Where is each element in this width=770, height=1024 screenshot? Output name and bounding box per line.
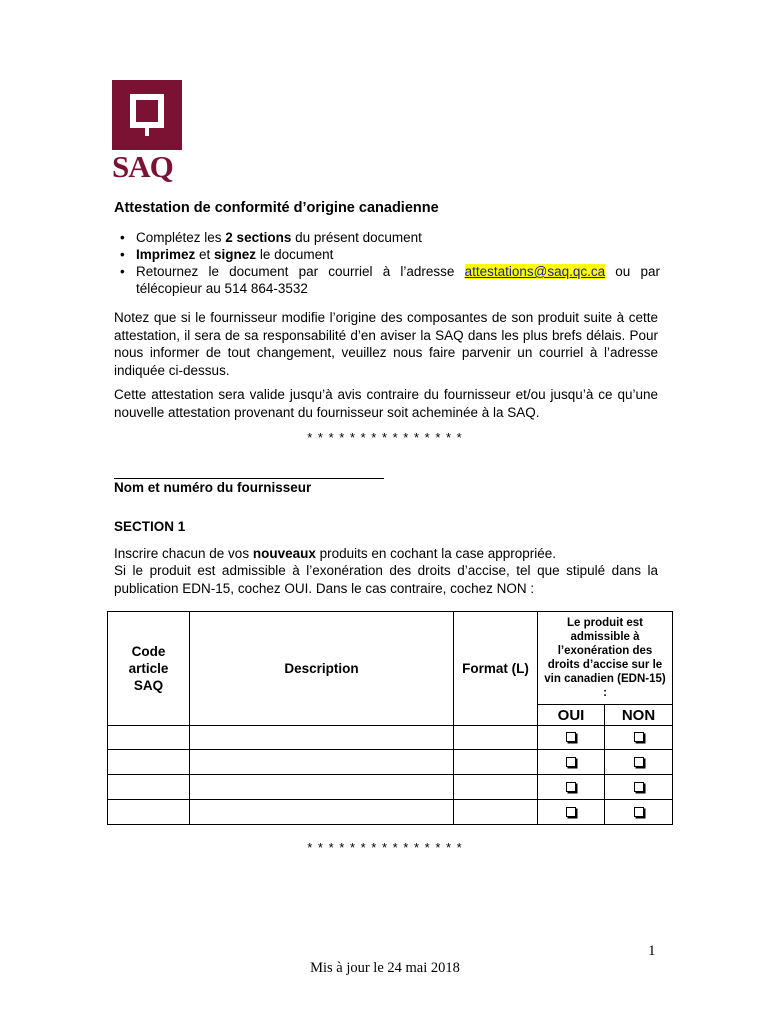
table-row bbox=[108, 726, 673, 750]
description-cell[interactable] bbox=[190, 775, 454, 800]
instruction-return: • Retournez le document par courriel à l’adresse attestations@saq.qc.ca ou par télécopieur au 514 864-3532 bbox=[114, 263, 660, 297]
format-cell[interactable] bbox=[454, 800, 538, 825]
header-description: Description bbox=[190, 612, 454, 726]
oui-checkbox[interactable] bbox=[566, 732, 576, 742]
validity-paragraph: Cette attestation sera valide jusqu’à avis contraire du fournisseur et/ou jusqu’à ce qu’une nouvelle attestation provenant du fournisseur soit acheminée à la SAQ. bbox=[114, 387, 658, 420]
footer-updated-date: Mis à jour le 24 mai 2018 bbox=[310, 960, 460, 976]
non-checkbox[interactable] bbox=[634, 807, 644, 817]
saq-logo-icon bbox=[112, 80, 182, 150]
instructions-list bbox=[114, 229, 660, 297]
table-row bbox=[108, 800, 673, 825]
saq-logo bbox=[112, 80, 182, 184]
table-row bbox=[108, 775, 673, 800]
code-cell[interactable] bbox=[108, 726, 190, 750]
code-cell[interactable] bbox=[108, 775, 190, 800]
description-cell[interactable] bbox=[190, 750, 454, 775]
code-cell[interactable] bbox=[108, 800, 190, 825]
header-code-article: Code article SAQ bbox=[108, 612, 190, 726]
table-row bbox=[108, 750, 673, 775]
code-cell[interactable] bbox=[108, 750, 190, 775]
section-1-title: SECTION 1 bbox=[114, 519, 186, 534]
page-number: 1 bbox=[648, 943, 656, 959]
products-table bbox=[107, 611, 673, 825]
instruction-print-sign: • Imprimez et signez le document bbox=[114, 246, 660, 263]
supplier-signature-line[interactable] bbox=[114, 478, 384, 479]
non-checkbox[interactable] bbox=[634, 782, 644, 792]
section-1-instruction: Inscrire chacun de vos nouveaux produits en cochant la case appropriée. bbox=[114, 546, 557, 561]
oui-checkbox[interactable] bbox=[566, 757, 576, 767]
non-checkbox[interactable] bbox=[634, 732, 644, 742]
document-title: Attestation de conformité d’origine canadienne bbox=[114, 200, 439, 216]
saq-logo-text: SAQ bbox=[112, 149, 173, 184]
oui-checkbox[interactable] bbox=[566, 782, 576, 792]
header-eligibility: Le produit est admissible à l’exonération des droits d’accise sur le vin canadien (EDN-15) : bbox=[538, 612, 673, 705]
header-non: NON bbox=[605, 705, 673, 726]
notice-paragraph: Notez que si le fournisseur modifie l’origine des composantes de son produit suite à cette attestation, il sera de sa responsabilité d’en aviser la SAQ dans les plus brefs délais. Pour nous informer de tout changement, veuillez nous faire parvenir un courriel à l’adresse indiquée ci-dessus. bbox=[114, 310, 658, 378]
header-format: Format (L) bbox=[454, 612, 538, 726]
email-link[interactable]: attestations@saq.qc.ca bbox=[464, 264, 606, 279]
non-checkbox[interactable] bbox=[634, 757, 644, 767]
separator-bottom: * * * * * * * * * * * * * * * bbox=[307, 840, 463, 855]
separator-top: * * * * * * * * * * * * * * * bbox=[307, 430, 463, 445]
description-cell[interactable] bbox=[190, 800, 454, 825]
header-oui: OUI bbox=[538, 705, 605, 726]
format-cell[interactable] bbox=[454, 726, 538, 750]
format-cell[interactable] bbox=[454, 775, 538, 800]
supplier-label: Nom et numéro du fournisseur bbox=[114, 480, 312, 495]
section-1-eligibility-text: Si le produit est admissible à l’exonération des droits d’accise, tel que stipulé dans la publication EDN-15, cochez OUI. Dans le cas contraire, cochez NON : bbox=[114, 563, 658, 596]
instruction-complete: • Complétez les 2 sections du présent document bbox=[114, 229, 660, 246]
format-cell[interactable] bbox=[454, 750, 538, 775]
saq-logo-mark bbox=[112, 80, 182, 150]
description-cell[interactable] bbox=[190, 726, 454, 750]
oui-checkbox[interactable] bbox=[566, 807, 576, 817]
